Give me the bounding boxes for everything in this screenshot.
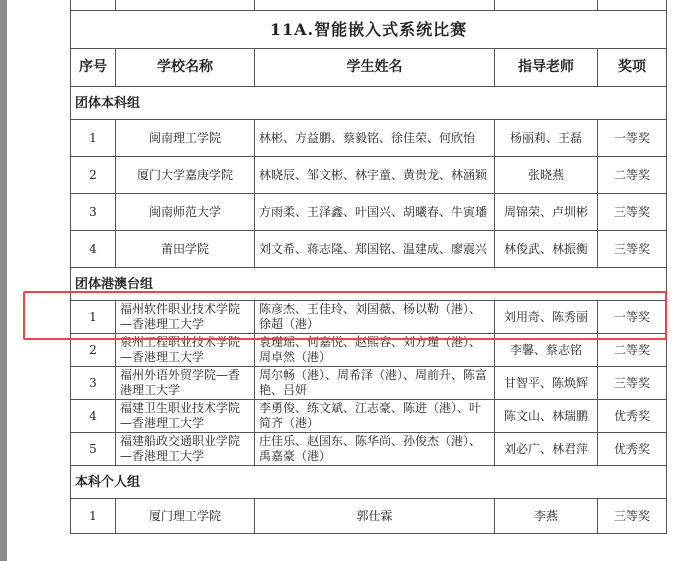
row-students: 刘文希、蒋志隆、郑国铭、温建成、廖震兴: [255, 231, 495, 268]
header-advisors: 指导老师: [495, 49, 598, 87]
table-row: [71, 157, 667, 194]
row-students: 林彬、方益鹏、蔡毅铭、徐佳荣、何欣怡: [255, 120, 495, 157]
table-row: [71, 499, 667, 534]
row-award: 二等奖: [598, 334, 667, 367]
row-advisors: 张晓燕: [495, 157, 598, 194]
row-advisors: 杨丽莉、王磊: [495, 120, 598, 157]
highlight-box: [23, 291, 667, 340]
group-name: 团体本科组: [71, 87, 667, 120]
row-students: 袁瑾瑶、何嘉悦、赵熙容、刘方瑾（港）、周卓然（港）: [255, 334, 495, 367]
row-students: 陈彦杰、王佳玲、刘国薇、杨以勒（港）、徐超（港）: [255, 301, 495, 334]
row-school: 闽南师范大学: [116, 194, 255, 231]
row-advisors: 刘用奇、陈秀丽: [495, 301, 598, 334]
row-index: 2: [71, 157, 116, 194]
header-index: 序号: [71, 49, 116, 87]
row-students: 庄佳乐、赵国东、陈华尚、孙俊杰（港）、禹嘉豪（港）: [255, 433, 495, 466]
group-name: 团体港澳台组: [71, 268, 667, 301]
row-index: 2: [71, 334, 116, 367]
row-advisors: 林俊武、林振衡: [495, 231, 598, 268]
row-index: 3: [71, 194, 116, 231]
row-award: 优秀奖: [598, 400, 667, 433]
row-students: 周尔畅（港）、周希泽（港）、周前升、陈富艳、吕妍: [255, 367, 495, 400]
row-school: 福州软件职业技术学院—香港理工大学: [116, 301, 255, 334]
row-school: 福建卫生职业技术学院—香港理工大学: [116, 400, 255, 433]
row-index: 5: [71, 433, 116, 466]
row-advisors: 李馨、蔡志铭: [495, 334, 598, 367]
header-students: 学生姓名: [255, 49, 495, 87]
row-award: 一等奖: [598, 120, 667, 157]
row-school: 闽南理工学院: [116, 120, 255, 157]
row-advisors: 陈文山、林瑞鹏: [495, 400, 598, 433]
row-advisors: 甘智平、陈焕辉: [495, 367, 598, 400]
row-school: 福建船政交通职业学院—香港理工大学: [116, 433, 255, 466]
row-advisors: 刘必广、林君萍: [495, 433, 598, 466]
row-award: 优秀奖: [598, 433, 667, 466]
header-row: [71, 49, 667, 87]
row-award: 三等奖: [598, 231, 667, 268]
previous-table-fragment: [71, 0, 667, 11]
row-award: 三等奖: [598, 194, 667, 231]
row-index: 3: [71, 367, 116, 400]
row-advisors: 李燕: [495, 499, 598, 534]
row-index: 4: [71, 231, 116, 268]
row-school: 泉州工程职业技术学院—香港理工大学: [116, 334, 255, 367]
table-row: [71, 367, 667, 400]
award-table: [70, 0, 667, 534]
row-students: 林晓辰、邹文彬、林宇童、黄贵龙、林涵颖: [255, 157, 495, 194]
table-row: [71, 400, 667, 433]
header-award: 奖项: [598, 49, 667, 87]
row-index: 1: [71, 499, 116, 534]
viewer-left-edge: [0, 0, 7, 561]
competition-title: 11A.智能嵌入式系统比赛: [71, 11, 667, 49]
results-page: [70, 0, 666, 534]
row-students: 郭仕霖: [255, 499, 495, 534]
row-award: 一等奖: [598, 301, 667, 334]
row-school: 厦门理工学院: [116, 499, 255, 534]
row-advisors: 周锦荣、卢圳彬: [495, 194, 598, 231]
row-award: 二等奖: [598, 157, 667, 194]
group-header-undergrad-individual: [71, 466, 667, 499]
row-students: 李勇俊、练文斌、江志豪、陈进（港）、叶简齐（港）: [255, 400, 495, 433]
table-row: [71, 194, 667, 231]
table-row: [71, 120, 667, 157]
group-header-undergrad-team: [71, 87, 667, 120]
row-index: 4: [71, 400, 116, 433]
row-index: 1: [71, 301, 116, 334]
header-school: 学校名称: [116, 49, 255, 87]
row-students: 方雨柔、王泽鑫、叶国兴、胡曦春、牛寅璠: [255, 194, 495, 231]
group-name: 本科个人组: [71, 466, 667, 499]
row-school: 莆田学院: [116, 231, 255, 268]
row-award: 三等奖: [598, 367, 667, 400]
table-row: [71, 231, 667, 268]
row-award: 三等奖: [598, 499, 667, 534]
row-school: 厦门大学嘉庚学院: [116, 157, 255, 194]
row-index: 1: [71, 120, 116, 157]
row-school: 福州外语外贸学院—香港理工大学: [116, 367, 255, 400]
competition-title-row: [71, 11, 667, 49]
table-row: [71, 433, 667, 466]
